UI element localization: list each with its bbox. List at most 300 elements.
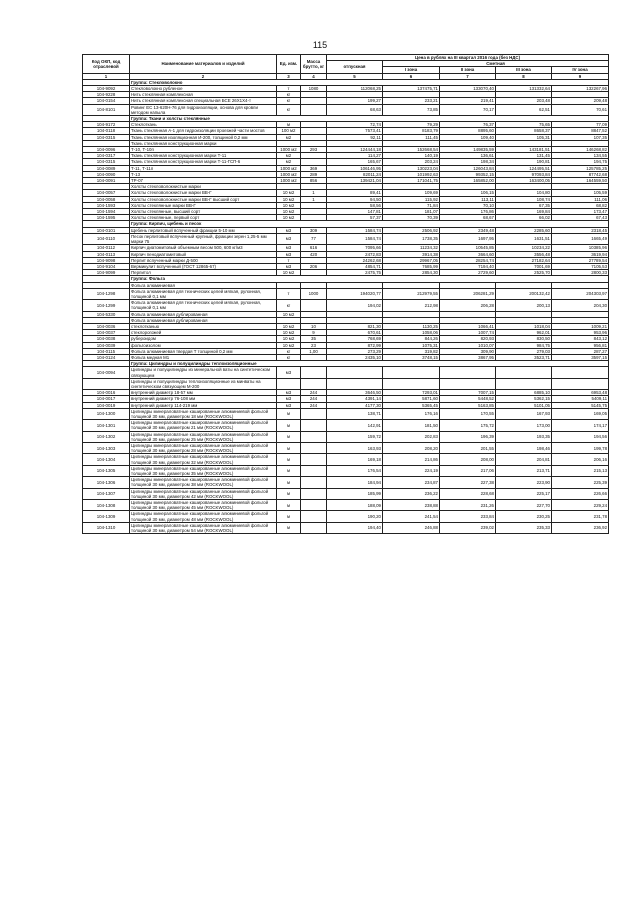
- zone-price-cell: 1738,35: [383, 233, 440, 244]
- zone-price-cell: 68,67: [440, 215, 496, 221]
- mass-cell: [301, 465, 327, 476]
- unit-cell: 1000 м2: [277, 165, 301, 171]
- zone-price-cell: 214,86: [383, 454, 440, 465]
- zone-price-cell: 5409,11: [552, 396, 609, 402]
- zone-price-cell: 77,09: [552, 122, 609, 128]
- code-cell: 104-1593: [83, 202, 130, 208]
- zone-price-cell: 29967,05: [383, 257, 440, 263]
- release-price-cell: 147,81: [327, 209, 383, 215]
- zone-price-cell: 198,46: [496, 443, 552, 454]
- name-cell: Фольга алюминиевая дублированная: [130, 311, 277, 317]
- zone-price-cell: 239,02: [440, 522, 496, 533]
- zone-price-cell: 70,61: [552, 104, 609, 115]
- name-cell: рубероидом: [130, 336, 277, 342]
- zone-price-cell: 2525,70: [496, 270, 552, 276]
- unit-cell: м3: [277, 245, 301, 251]
- group-title: Группа: Фольга: [130, 276, 609, 282]
- unit-cell: 1000 м2: [277, 171, 301, 177]
- zone-price-cell: 238,88: [383, 500, 440, 511]
- table-row: [83, 500, 609, 511]
- zone-price-cell: 27182,64: [496, 257, 552, 263]
- mass-cell: [301, 408, 327, 419]
- zone-price-cell: [440, 367, 496, 378]
- zone-price-cell: 5362,15: [496, 396, 552, 402]
- code-cell: 104-5330: [83, 311, 130, 317]
- zone-price-cell: 200132,42: [496, 288, 552, 299]
- release-price-cell: 872,99: [327, 342, 383, 348]
- code-cell: 104-1310: [83, 522, 130, 533]
- zone-price-cell: 134,55: [552, 153, 609, 159]
- zone-price-cell: 228,68: [440, 488, 496, 499]
- unit-cell: 10 м2: [277, 336, 301, 342]
- name-cell: фольгоизолом: [130, 342, 277, 348]
- unit-cell: м: [277, 477, 301, 488]
- mass-cell: 23: [301, 342, 327, 348]
- name-cell: Т-10, Т-10п: [130, 147, 277, 153]
- zone-price-cell: 111,06: [552, 196, 609, 202]
- unit-cell: м: [277, 465, 301, 476]
- release-price-cell: 190,20: [327, 511, 383, 522]
- release-price-cell: 138,71: [327, 408, 383, 419]
- code-cell: 104-1309: [83, 511, 130, 522]
- zone-price-cell: 104,80: [496, 190, 552, 196]
- col-number: 8: [496, 73, 552, 79]
- zone-price-cell: 208,00: [440, 454, 496, 465]
- group-title: Группа: Кирпич, щебень и песок: [130, 221, 609, 227]
- name-cell: Стекловолокно рубленое: [130, 86, 277, 92]
- zone-price-cell: 11234,32: [383, 245, 440, 251]
- price-table: [82, 54, 609, 534]
- unit-cell: 100 м2: [277, 128, 301, 134]
- release-price-cell: 57,37: [327, 215, 383, 221]
- zone-price-cell: 7007,15: [440, 390, 496, 396]
- code-cell: 104-0317: [83, 153, 130, 159]
- zone-price-cell: 131332,64: [496, 86, 552, 92]
- name-cell: Цилиндры минераловатные кашированные алюминиевой фольгой толщиной 30 мм, диаметром 28 мм (ROCKWOOL): [130, 443, 277, 454]
- code-cell: 104-1306: [83, 477, 130, 488]
- col-number: 7: [440, 73, 496, 79]
- code-cell: 104-1308: [83, 500, 130, 511]
- code-cell: 104-0124: [83, 354, 130, 360]
- release-price-cell: 89,41: [327, 190, 383, 196]
- mass-cell: 1000: [301, 288, 327, 299]
- zone-price-cell: 87742,68: [552, 171, 609, 177]
- name-cell: Т-11, Т-11п: [130, 165, 277, 171]
- zone-price-cell: 820,93: [440, 336, 496, 342]
- mass-cell: 309: [301, 227, 327, 233]
- col-number: 2: [130, 73, 277, 79]
- header-unit: Ед. изм.: [277, 55, 301, 74]
- release-price-cell: 194,40: [327, 522, 383, 533]
- zone-price-cell: 152668,54: [383, 147, 440, 153]
- table-row: [83, 511, 609, 522]
- group-title: Группа: Стекловолокно: [130, 79, 609, 85]
- zone-price-cell: 75,65: [496, 122, 552, 128]
- zone-price-cell: 174,17: [552, 420, 609, 431]
- zone-price-cell: 212,98: [383, 300, 440, 311]
- zone-price-cell: 173,00: [496, 420, 552, 431]
- name-cell: Перлитол: [130, 270, 277, 276]
- zone-price-cell: 70,10: [440, 202, 496, 208]
- header-estimate: Сметная: [383, 61, 609, 67]
- zone-price-cell: 203,24: [383, 159, 440, 165]
- zone-price-cell: 844,26: [383, 336, 440, 342]
- name-cell: Цилиндры минераловатные кашированные алюминиевой фольгой толщиной 30 мм, диаметром 32 мм (ROCKWOOL): [130, 454, 277, 465]
- zone-price-cell: 204303,97: [552, 288, 609, 299]
- unit-cell: 10 м2: [277, 270, 301, 276]
- name-cell: Цилиндры минераловатные кашированные алюминиевой фольгой толщиной 30 мм, диаметром 48 мм (ROCKWOOL): [130, 511, 277, 522]
- code-cell: 104-1304: [83, 454, 130, 465]
- release-price-cell: 7095,66: [327, 245, 383, 251]
- zone-price-cell: [552, 367, 609, 378]
- zone-price-cell: 309,90: [440, 348, 496, 354]
- zone-price-cell: 6953,48: [552, 390, 609, 396]
- zone-price-cell: 163400,05: [496, 178, 552, 184]
- zone-price-cell: 76,37: [440, 122, 496, 128]
- code-cell: 104-0091: [83, 178, 130, 184]
- zone-price-cell: 108,74: [496, 196, 552, 202]
- zone-price-cell: 225,39: [552, 477, 609, 488]
- header-zone: IV зона: [552, 67, 609, 73]
- zone-price-cell: 196,39: [440, 431, 496, 442]
- table-row: [83, 488, 609, 499]
- zone-price-cell: 133070,40: [440, 86, 496, 92]
- table-row: [83, 443, 609, 454]
- release-price-cell: [327, 378, 383, 389]
- name-cell: Цилиндры и полуцилиндры теплоизоляционные из минваты на синтетическом связующем М-200: [130, 378, 277, 389]
- zone-price-cell: 215,13: [552, 465, 609, 476]
- code-cell: 104-0016: [83, 390, 130, 396]
- zone-price-cell: 3523,71: [496, 354, 552, 360]
- col-number: 6: [383, 73, 440, 79]
- release-price-cell: 72,74: [327, 122, 383, 128]
- zone-price-cell: [496, 378, 552, 389]
- zone-price-cell: 8847,52: [552, 128, 609, 134]
- mass-cell: 10: [301, 323, 327, 329]
- unit-cell: м2: [277, 134, 301, 140]
- mass-cell: [301, 511, 327, 522]
- col-number: 4: [301, 73, 327, 79]
- zone-price-cell: 231,78: [552, 511, 609, 522]
- zone-price-cell: 201,55: [440, 443, 496, 454]
- release-price-cell: 1584,74: [327, 227, 383, 233]
- zone-price-cell: 212979,55: [383, 288, 440, 299]
- release-price-cell: 4177,30: [327, 402, 383, 408]
- zone-price-cell: 5145,75: [552, 402, 609, 408]
- mass-cell: 289: [301, 171, 327, 177]
- zone-price-cell: 5448,52: [440, 396, 496, 402]
- code-cell: 104-0036: [83, 323, 130, 329]
- unit-cell: 10 м2: [277, 209, 301, 215]
- name-cell: Холсты стекловолокнистые марки ВВ-Г высший сорт: [130, 196, 277, 202]
- name-cell: Холсты стеклянные, высший сорт: [130, 209, 277, 215]
- unit-cell: м2: [277, 153, 301, 159]
- release-price-cell: 169,18: [327, 454, 383, 465]
- zone-price-cell: 194,56: [552, 431, 609, 442]
- zone-price-cell: 2729,60: [440, 270, 496, 276]
- release-price-cell: 194,02: [327, 300, 383, 311]
- unit-cell: 1000 м2: [277, 178, 301, 184]
- zone-price-cell: 7685,99: [383, 263, 440, 269]
- zone-price-cell: 843,12: [552, 336, 609, 342]
- unit-cell: м3: [277, 263, 301, 269]
- release-price-cell: 142,91: [327, 420, 383, 431]
- zone-price-cell: [496, 367, 552, 378]
- zone-price-cell: 194,75: [552, 159, 609, 165]
- mass-cell: [301, 522, 327, 533]
- zone-price-cell: 234,87: [383, 477, 440, 488]
- zone-price-cell: 62,51: [496, 104, 552, 115]
- name-cell: Ткань стеклянная конструкционная марки Т-11-ГСП-6: [130, 159, 277, 165]
- mass-cell: 1: [301, 190, 327, 196]
- zone-price-cell: 181,50: [383, 420, 440, 431]
- zone-price-cell: 1058,06: [383, 330, 440, 336]
- zone-price-cell: 2800,33: [552, 270, 609, 276]
- name-cell: Нить стеклянная комплексная специальная БСЕ 26Х1Х4-т: [130, 98, 277, 104]
- zone-price-cell: 149835,59: [440, 147, 496, 153]
- zone-price-cell: 125785,25: [552, 165, 609, 171]
- mass-cell: 293: [301, 147, 327, 153]
- unit-cell: кг: [277, 348, 301, 354]
- release-price-cell: 821,30: [327, 323, 383, 329]
- zone-price-cell: 1130,25: [383, 323, 440, 329]
- unit-cell: кг: [277, 98, 301, 104]
- zone-price-cell: 164559,50: [552, 178, 609, 184]
- release-price-cell: 106146,95: [327, 165, 383, 171]
- zone-price-cell: 5871,60: [383, 396, 440, 402]
- zone-price-cell: 1631,51: [496, 233, 552, 244]
- zone-price-cell: 219,41: [440, 98, 496, 104]
- zone-price-cell: 5163,85: [440, 402, 496, 408]
- zone-price-cell: 3619,94: [552, 251, 609, 257]
- unit-cell: 10 м2: [277, 323, 301, 329]
- table-row: [83, 378, 609, 389]
- code-cell: 104-0038: [83, 336, 130, 342]
- zone-price-cell: 71,84: [383, 202, 440, 208]
- code-cell: 104-0090: [83, 171, 130, 177]
- zone-price-cell: 953,96: [552, 330, 609, 336]
- zone-price-cell: 203,48: [496, 98, 552, 104]
- code-cell: 104-9172: [83, 122, 130, 128]
- zone-price-cell: 225,17: [496, 488, 552, 499]
- release-price-cell: 68,63: [327, 104, 383, 115]
- release-price-cell: 139421,04: [327, 178, 383, 184]
- release-price-cell: 176,54: [327, 465, 383, 476]
- unit-cell: 10 м2: [277, 330, 301, 336]
- zone-price-cell: 2854,30: [383, 270, 440, 276]
- unit-cell: м: [277, 443, 301, 454]
- unit-cell: м3: [277, 251, 301, 257]
- zone-price-cell: 169,05: [552, 408, 609, 419]
- zone-price-cell: 3597,15: [552, 354, 609, 360]
- zone-price-cell: 235,33: [496, 522, 552, 533]
- mass-cell: [301, 420, 327, 431]
- release-price-cell: 92,11: [327, 134, 383, 140]
- table-row: [83, 431, 609, 442]
- zone-price-cell: 115,92: [383, 196, 440, 202]
- table-row: [83, 477, 609, 488]
- zone-price-cell: 231,26: [440, 500, 496, 511]
- zone-price-cell: 3914,38: [383, 251, 440, 257]
- name-cell: Кирпич диатомитовый объемным весом 500, 600 кг/м3: [130, 245, 277, 251]
- name-cell: Вермикулит вспученный (ГОСТ 12865-67): [130, 263, 277, 269]
- mass-cell: 369: [301, 165, 327, 171]
- unit-cell: м: [277, 511, 301, 522]
- zone-price-cell: 6885,10: [496, 390, 552, 396]
- name-cell: Холсты стеклянные, первый сорт: [130, 215, 277, 221]
- name-cell: ТР-07: [130, 178, 277, 184]
- zone-price-cell: 67,43: [552, 215, 609, 221]
- name-cell: Цилиндры и полуцилиндры из минеральной ваты на синтетическом связующем: [130, 367, 277, 378]
- zone-price-cell: 181,07: [383, 209, 440, 215]
- unit-cell: м3: [277, 396, 301, 402]
- code-cell: 104-0154: [83, 98, 130, 104]
- zone-price-cell: 206,16: [552, 454, 609, 465]
- name-cell: стеклотканью: [130, 323, 277, 329]
- code-cell: 104-1305: [83, 465, 130, 476]
- zone-price-cell: 962,01: [496, 330, 552, 336]
- zone-price-cell: 7293,01: [383, 390, 440, 396]
- unit-cell: м2: [277, 159, 301, 165]
- mass-cell: [301, 367, 327, 378]
- zone-price-cell: 136,61: [440, 153, 496, 159]
- mass-cell: 206: [301, 263, 327, 269]
- zone-price-cell: 223,90: [496, 477, 552, 488]
- zone-price-cell: 27789,54: [552, 257, 609, 263]
- mass-cell: [301, 104, 327, 115]
- header-release: отпускная: [327, 61, 383, 73]
- zone-price-cell: 3664,60: [440, 251, 496, 257]
- zone-price-cell: 79,29: [383, 122, 440, 128]
- zone-price-cell: 7105,53: [552, 263, 609, 269]
- zone-price-cell: 206281,29: [440, 288, 496, 299]
- zone-price-cell: 1665,49: [552, 233, 609, 244]
- code-cell: 104-0019: [83, 402, 130, 408]
- unit-cell: 10 м2: [277, 202, 301, 208]
- name-cell: Стеклоткань: [130, 122, 277, 128]
- zone-price-cell: 99352,15: [440, 171, 496, 177]
- table-row: [83, 522, 609, 533]
- name-cell: Нить стеклянная комплексная: [130, 92, 277, 98]
- zone-price-cell: 198,34: [440, 159, 496, 165]
- mass-cell: [301, 477, 327, 488]
- mass-cell: 1080: [301, 86, 327, 92]
- mass-cell: 856: [301, 178, 327, 184]
- code-cell: 104-0017: [83, 396, 130, 402]
- unit-cell: кг: [277, 300, 301, 311]
- code-cell: 104-0118: [83, 128, 130, 134]
- release-price-cell: 199,27: [327, 98, 383, 104]
- zone-price-cell: 1697,95: [440, 233, 496, 244]
- release-price-cell: [327, 367, 383, 378]
- release-price-cell: 124444,18: [327, 147, 383, 153]
- unit-cell: м: [277, 420, 301, 431]
- code-cell: 104-0112: [83, 245, 130, 251]
- zone-price-cell: 8658,37: [496, 128, 552, 134]
- release-price-cell: 273,29: [327, 348, 383, 354]
- zone-price-cell: 229,24: [552, 500, 609, 511]
- header-mass: Масса брутто, кг: [301, 55, 327, 74]
- code-cell: 104-9228: [83, 92, 130, 98]
- name-cell: Холсты стекловолокнистые марки: [130, 184, 277, 190]
- zone-price-cell: 146268,82: [552, 147, 609, 153]
- code-cell: 104-1300: [83, 408, 130, 419]
- table-row: [83, 367, 609, 378]
- zone-price-cell: 111,45: [383, 134, 440, 140]
- unit-cell: м: [277, 522, 301, 533]
- mass-cell: 1,00: [301, 348, 327, 354]
- zone-price-cell: 169,84: [496, 209, 552, 215]
- zone-price-cell: 236,92: [552, 522, 609, 533]
- table-row: [83, 233, 609, 244]
- zone-price-cell: 3748,15: [383, 354, 440, 360]
- zone-price-cell: 67,35: [496, 202, 552, 208]
- release-price-cell: 1584,74: [327, 233, 383, 244]
- page-number: 115: [312, 40, 328, 50]
- zone-price-cell: 176,86: [440, 209, 496, 215]
- zone-price-cell: 3867,95: [440, 354, 496, 360]
- zone-price-cell: 143181,51: [496, 147, 552, 153]
- zone-price-cell: 167,93: [496, 408, 552, 419]
- code-cell: 104-1595: [83, 215, 130, 221]
- name-cell: внутренний диаметр 76-108 мм: [130, 396, 277, 402]
- header-code: Код ОКП, код отраслевой: [83, 55, 130, 74]
- zone-price-cell: 10234,22: [496, 245, 552, 251]
- unit-cell: м3: [277, 367, 301, 378]
- code-cell: 104-0110: [83, 233, 130, 244]
- unit-cell: [277, 378, 301, 389]
- zone-price-cell: 236,22: [383, 488, 440, 499]
- code-cell: 104-0094: [83, 367, 130, 378]
- zone-price-cell: 2349,48: [440, 227, 496, 233]
- code-cell: 104-0315: [83, 134, 130, 140]
- release-price-cell: 4391,14: [327, 396, 383, 402]
- zone-price-cell: 105,31: [496, 134, 552, 140]
- zone-price-cell: 113,11: [440, 196, 496, 202]
- unit-cell: м: [277, 500, 301, 511]
- mass-cell: [301, 454, 327, 465]
- name-cell: Фольга алюминиевая твердая Т толщиной 0,2 мм: [130, 348, 277, 354]
- code-cell: [83, 378, 130, 389]
- unit-cell: 1000 м2: [277, 147, 301, 153]
- code-cell: 104-1303: [83, 443, 130, 454]
- unit-cell: 10 м2: [277, 311, 301, 317]
- name-cell: внутренний диаметр 114-219 мм: [130, 402, 277, 408]
- name-cell: Песок перлитовый вспученный крупный, фракции зерен 1,25-5 мм марки 75: [130, 233, 277, 244]
- zone-price-cell: 101992,63: [383, 171, 440, 177]
- zone-price-cell: 984,75: [496, 342, 552, 348]
- release-price-cell: 185,99: [327, 488, 383, 499]
- name-cell: Т-13: [130, 171, 277, 177]
- zone-price-cell: 246,88: [383, 522, 440, 533]
- unit-cell: т: [277, 288, 301, 299]
- code-cell: 104-0089: [83, 165, 130, 171]
- mass-cell: 616: [301, 245, 327, 251]
- mass-cell: 35: [301, 336, 327, 342]
- release-price-cell: 7573,41: [327, 128, 383, 134]
- zone-price-cell: 170,55: [440, 408, 496, 419]
- zone-price-cell: 279,03: [496, 348, 552, 354]
- unit-cell: кг: [277, 354, 301, 360]
- name-cell: Фольга алюминиевая дублированная: [130, 317, 277, 323]
- code-cell: 104-0037: [83, 330, 130, 336]
- zone-price-cell: 287,27: [552, 348, 609, 354]
- name-cell: Цилиндры минераловатные кашированные алюминиевой фольгой толщиной 30 мм, диаметром 21 мм (ROCKWOOL): [130, 420, 277, 431]
- name-cell: Кирпич пенодиатомитовый: [130, 251, 277, 257]
- zone-price-cell: 2285,60: [496, 227, 552, 233]
- header-name: Наименование материалов и изделий: [130, 55, 277, 74]
- release-price-cell: 670,61: [327, 330, 383, 336]
